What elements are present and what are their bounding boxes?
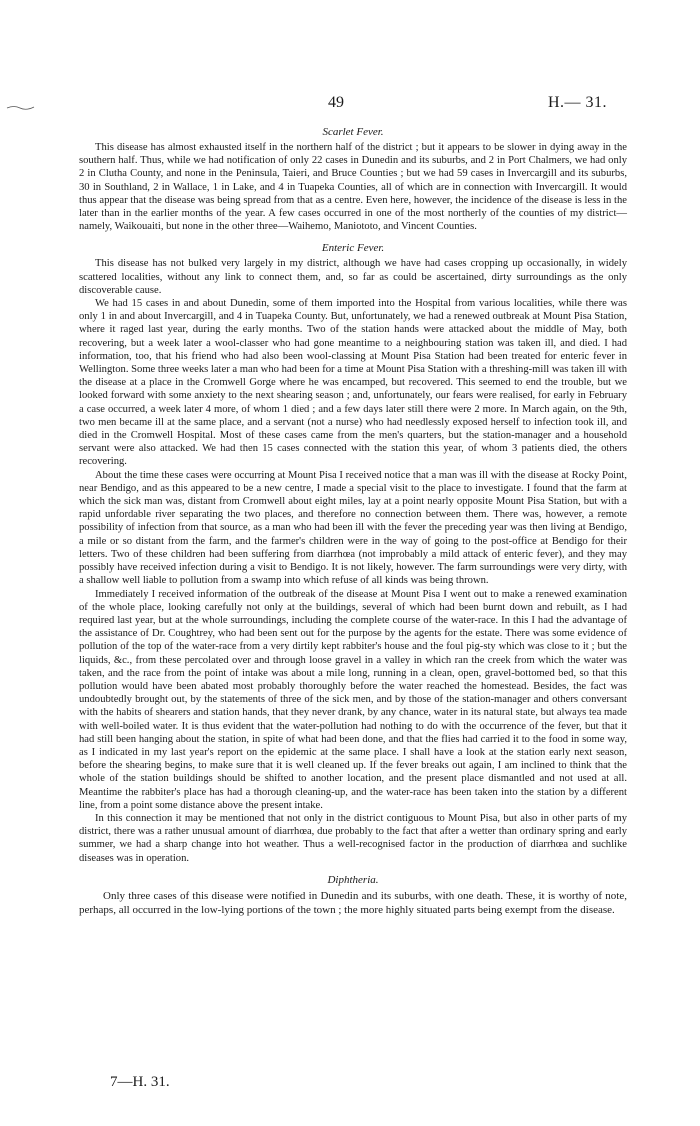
paragraph: This disease has almost exhausted itself in the northern half of the district ; but it appears to be slower in dying away in the southern half. Thus, while we had notification of only 22 cases in Dunedin and its suburbs, and 2 in Port Chalmers, we had only 2 in Clutha County, and none in the Peninsula, Taieri, and Bruce Counties ; but we had 59 cases in Invercargill and its suburbs, 30 in Southland, 2 in Wallace, 1 in Lake, and 4 in Tuapeka Counties, all of which are in connection with Invercargill. It would thus appear that the disease was being spread from that as a centre. Even here, however, the incidence of the disease is less in the later than in the earlier months of the year. A few cases occurred in one of the most northerly of the counties of my district—namely, Waikouaiti, but none in the other three—Waihemo, Maniototo, and Vincent Counties. [79,142,627,233]
document-reference: H.— 31. [548,94,608,111]
paragraph: Only three cases of this disease were notified in Dunedin and its suburbs, with one death. These, it is worthy of note, perhaps, all occurred in the low-lying portions of the town ; the more highly situated parts being exempt from the disease. [79,889,627,916]
paragraph: This disease has not bulked very largely in my district, although we have had cases cropping up occasionally, in widely scattered localities, without any link to connect them, and, so far as could be ascertained, dirty surroundings as the only discoverable cause. [79,258,627,296]
report-body [79,125,627,917]
section-heading-scarlet-fever: Scarlet Fever. [322,126,384,138]
section-heading-enteric-fever: Enteric Fever. [321,242,385,255]
page-number: 49 [328,94,344,111]
margin-scribble-mark [6,104,40,110]
paragraph: In this connection it may be mentioned that not only in the district contiguous to Mount Pisa, but also in other parts of my district, there was a rather unusual amount of diarrhœa, due probably to the fact that after a wetter than ordinary spring and early summer, we had a sharp change into hot weather. Thus a well-recognised factor in the production of diarrhœa and suchlike diseases was in operation. [79,812,627,864]
paragraph: Immediately I received information of the outbreak of the disease at Mount Pisa I went out to make a renewed examination of the whole place, looking carefully not only at the buildings, several of which had been burnt down and rebuilt, as I had required last year, but at the whole surroundings, including the complete course of the water-race. In this I had the advantage of the assistance of Dr. Coughtrey, who had been sent out for the purpose by the agents for the estate. There was some evidence of pollution of the top of the water-race from a very dirtily kept rabbiter's house and the foul pig-sty which was close to it ; but the liquids, &c., from these percolated over and through loose gravel in a valley in which ran the creek from which the water was taken, and the race from the point of intake was about a mile long, running in a clean, open, gravel-bottomed bed, so that this pollution would have been abated most probably thoroughly before the water reached the homestead. Besides, the fact was undoubtedly brought out, by the statements of three of the sick men, and by those of the station-manager and others conversant with the habits of shearers and station hands, that they never drank, by any chance, water in its natural state, but always tea made with well-boiled water. It is thus evident that the water-pollution had nothing to do with the occurrence of the fever, but that it had still been hanging about the station, in spite of what had been done, and that the flies had carried it to the food in some way, as I indicated in my last year's report on the epidemic at the same place. I shall have a look at the station early next season, before the shearing begins, to make sure that it is well cleaned up. If the fever breaks out again, I am inclined to think that the whole of the station buildings should be shifted to another location, and the present place dismantled and not used at all. Meantime the rabbiter's place has had a thorough cleaning-up, and the water-race has been taken into the station by a different line, from a point some distance above the present intake. [79,588,627,811]
footer-signature: 7—H. 31. [110,1074,170,1090]
paragraph: About the time these cases were occurring at Mount Pisa I received notice that a man was ill with the disease at Rocky Point, near Bendigo, and as this appeared to be a new centre, I made a special visit to the place to investigate. I found that the farm at which the sick man was, distant from Cromwell about eight miles, lay at a point nearly opposite Mount Pisa Station, but with a rapid unfordable river separating the two places, and therefore no connection between them. There was, however, a remote possibility of infection from that source, as a man who had been ill with the fever the preceding year was then living at Bendigo, a mile or so distant from the farm, and the farmer's children were in the way of going to the post-office at Bendigo for their letters. Two of these children had been suffering from diarrhœa (not improbably a mild attack of enteric fever), and they may possibly have received infection during a visit to Bendigo. It is not likely, however. The farm surroundings were very dirty, with a shallow well liable to pollution from a swamp into which refuse of all kinds was being thrown. [79,469,627,587]
paragraph: We had 15 cases in and about Dunedin, some of them imported into the Hospital from various localities, while there was only 1 in and about Invercargill, and 4 in Tuapeka County. But, unfortunately, we had a renewed outbreak at Mount Pisa Station, where it raged last year, during the early months. Two of the station hands were attacked about the middle of May, both recovering, but a week later a wool-classer who had gone meantime to a neighbouring station was taken ill, and died. I had information, too, that his friend who had also been wool-classing at Mount Pisa Station had been treated for enteric fever in Wellington. Some three weeks later a man who had been for a time at Mount Pisa Station with a threshing-mill was taken ill with the disease at a place in the Cromwell Gorge where he was encamped, but recovered. This seemed to end the trouble, but we looked forward with some anxiety to the next shearing season ; and, unfortunately, our fears were realised, for early in February a case occurred, a week later 4 more, of whom 1 died ; and a few days later still there were 2 more. In March again, on the 9th, two men became ill at the same place, and a servant (not a nurse) who had needlessly exposed herself to infection took ill, and died in the Cromwell Hospital. Most of these cases came from the men's quarters, but the station-manager and a household servant were also attacked. We had then 15 cases connected with the station this year, of whom 3 patients died, the others recovering. [79,298,627,468]
section-heading-diphtheria: Diphtheria. [327,873,379,886]
